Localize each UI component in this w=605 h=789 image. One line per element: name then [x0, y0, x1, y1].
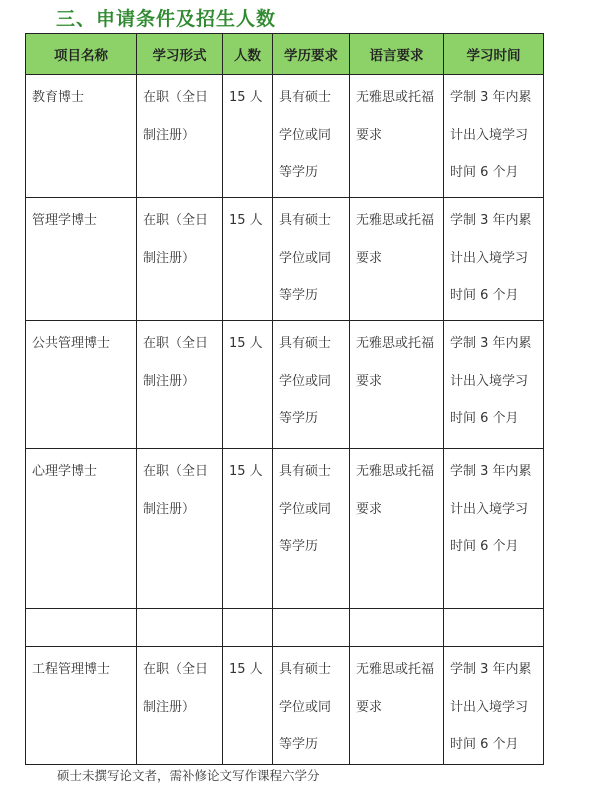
cell-degree: 具有硕士学位或同等学历	[273, 75, 350, 198]
table-row	[26, 75, 544, 198]
header-mode: 学习形式	[137, 34, 223, 75]
cell-empty	[26, 609, 137, 647]
section-title: 三、申请条件及招生人数	[56, 8, 277, 30]
cell-language: 无雅思或托福要求	[350, 75, 444, 198]
admission-table	[25, 33, 544, 765]
header-duration: 学习时间	[444, 34, 544, 75]
cell-empty	[444, 609, 544, 647]
cell-empty	[223, 609, 273, 647]
cell-degree: 具有硕士学位或同等学历	[273, 449, 350, 609]
cell-empty	[137, 609, 223, 647]
cell-count: 15 人	[223, 321, 273, 449]
cell-program: 教育博士	[26, 75, 137, 198]
cell-count: 15 人	[223, 647, 273, 765]
cell-mode: 在职（全日制注册）	[137, 647, 223, 765]
cell-duration: 学制 3 年内累计出入境学习时间 6 个月	[444, 75, 544, 198]
cell-language: 无雅思或托福要求	[350, 198, 444, 321]
cell-count: 15 人	[223, 449, 273, 609]
header-count: 人数	[223, 34, 273, 75]
cell-count: 15 人	[223, 198, 273, 321]
header-program: 项目名称	[26, 34, 137, 75]
cell-program: 心理学博士	[26, 449, 137, 609]
cell-duration: 学制 3 年内累计出入境学习时间 6 个月	[444, 647, 544, 765]
table-row	[26, 647, 544, 765]
table-row	[26, 198, 544, 321]
table-row	[26, 449, 544, 609]
header-language: 语言要求	[350, 34, 444, 75]
cell-program: 管理学博士	[26, 198, 137, 321]
cell-program: 工程管理博士	[26, 647, 137, 765]
cell-duration: 学制 3 年内累计出入境学习时间 6 个月	[444, 321, 544, 449]
table-row-empty	[26, 609, 544, 647]
cell-empty	[350, 609, 444, 647]
cell-empty	[273, 609, 350, 647]
cell-language: 无雅思或托福要求	[350, 449, 444, 609]
cell-mode: 在职（全日制注册）	[137, 198, 223, 321]
cell-degree: 具有硕士学位或同等学历	[273, 198, 350, 321]
table-row	[26, 321, 544, 449]
cell-mode: 在职（全日制注册）	[137, 449, 223, 609]
cell-mode: 在职（全日制注册）	[137, 321, 223, 449]
cell-mode: 在职（全日制注册）	[137, 75, 223, 198]
cell-language: 无雅思或托福要求	[350, 321, 444, 449]
cell-program: 公共管理博士	[26, 321, 137, 449]
table-header-row	[26, 34, 544, 75]
cell-count: 15 人	[223, 75, 273, 198]
cell-duration: 学制 3 年内累计出入境学习时间 6 个月	[444, 198, 544, 321]
cell-degree: 具有硕士学位或同等学历	[273, 647, 350, 765]
cell-language: 无雅思或托福要求	[350, 647, 444, 765]
cell-degree: 具有硕士学位或同等学历	[273, 321, 350, 449]
header-degree: 学历要求	[273, 34, 350, 75]
footnote: 硕士未撰写论文者，需补修论文写作课程六学分	[57, 768, 320, 783]
cell-duration: 学制 3 年内累计出入境学习时间 6 个月	[444, 449, 544, 609]
